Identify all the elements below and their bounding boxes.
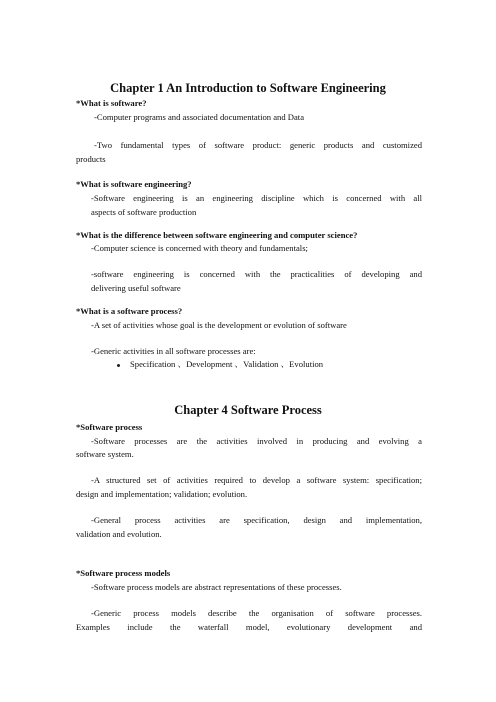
question-what-is-software: *What is software? — [76, 98, 147, 108]
bullet-icon — [117, 364, 120, 367]
chapter-1-title: Chapter 1 An Introduction to Software Engineering — [110, 81, 386, 95]
paragraph-line: -A structured set of activities required to develop a software system: specification; — [91, 475, 422, 485]
answer-line: -Computer programs and associated documentation and Data — [94, 112, 305, 122]
paragraph-line: software system. — [76, 449, 134, 459]
section-software-process: *Software process — [76, 422, 143, 432]
answer-line: aspects of software production — [91, 207, 197, 217]
paragraph-line: -Software processes are the activities involved in producing and evolving a — [91, 436, 422, 446]
question-what-is-software-engineering: *What is software engineering? — [76, 179, 192, 189]
bullet-item — [117, 359, 323, 370]
chapter-4-title: Chapter 4 Software Process — [174, 403, 322, 417]
paragraph-line: validation and evolution. — [76, 529, 162, 539]
answer-line: -A set of activities whose goal is the development or evolution of software — [91, 320, 347, 330]
answer-line: products — [76, 154, 106, 164]
answer-line: -Two fundamental types of software product: generic products and customized — [94, 140, 422, 150]
question-what-is-software-process: *What is a software process? — [76, 306, 183, 316]
paragraph-line: -General process activities are specification, design and implementation, — [91, 515, 422, 525]
paragraph-line: design and implementation; validation; evolution. — [76, 489, 248, 499]
bullet-text: Specification 、Development 、Validation 、Evolution — [130, 359, 324, 369]
answer-line: -software engineering is concerned with the practicalities of developing and — [91, 269, 422, 279]
section-software-process-models: *Software process models — [76, 568, 171, 578]
paragraph-line: Examples include the waterfall model, evolutionary development and — [76, 622, 422, 632]
question-se-vs-cs: *What is the difference between software engineering and computer science? — [76, 230, 358, 240]
answer-line: -Software engineering is an engineering discipline which is concerned with all — [91, 193, 422, 203]
answer-line: -Computer science is concerned with theory and fundamentals; — [91, 243, 308, 253]
paragraph-line: -Generic process models describe the organisation of software processes. — [91, 608, 422, 618]
answer-line: -Generic activities in all software processes are: — [91, 346, 256, 356]
paragraph-line: -Software process models are abstract representations of these processes. — [91, 582, 342, 592]
answer-line: delivering useful software — [91, 283, 181, 293]
